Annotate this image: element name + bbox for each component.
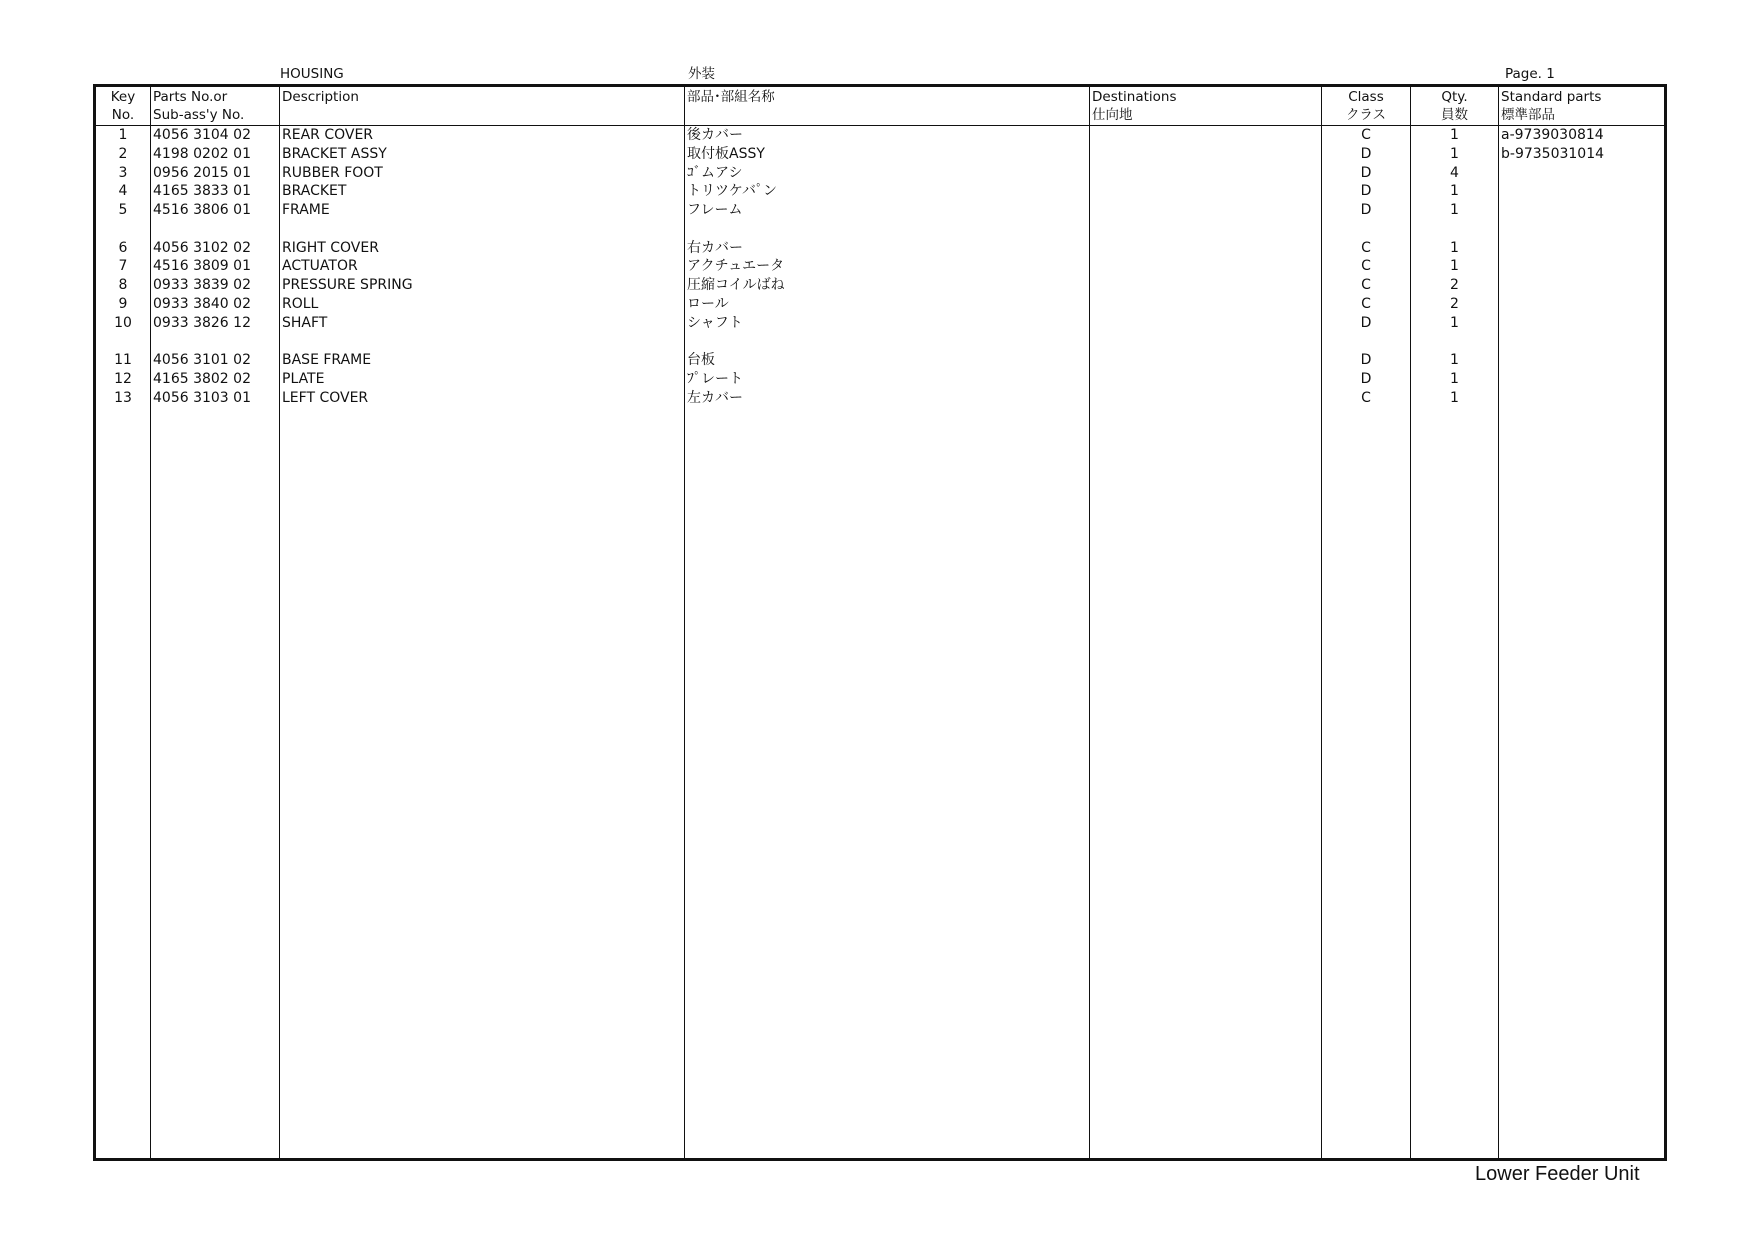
cell-class: D (1360, 183, 1372, 200)
table-row (96, 239, 1664, 258)
cell-class: C (1361, 389, 1371, 406)
cell-standard-part: b-9735031014 (1501, 145, 1605, 162)
table-row (96, 389, 1664, 408)
cell-qty: 1 (1450, 202, 1459, 218)
cell-part-no: 0933 3826 12 (153, 314, 251, 331)
header-destinations-en: Destinations (1092, 89, 1177, 105)
header-description (282, 88, 359, 106)
table-row (96, 257, 1664, 276)
cell-key: 2 (118, 145, 128, 162)
cell-description-jp: ﾌﾟレート (687, 370, 743, 387)
header-class-en: Class (1348, 89, 1384, 105)
cell-class: C (1361, 239, 1371, 256)
header-key-line1: Key (110, 89, 136, 105)
header-description-jp-label: 部品･部組名称 (687, 89, 775, 105)
cell-qty: 1 (1450, 127, 1459, 143)
cell-part-no: 0933 3839 02 (153, 277, 251, 293)
cell-description: ROLL (282, 295, 319, 312)
cell-description: SHAFT (282, 314, 328, 331)
cell-description-jp: トリツケバﾟン (687, 183, 778, 200)
cell-qty: 1 (1450, 258, 1459, 275)
cell-part-no: 4516 3806 01 (153, 202, 251, 218)
section-title-en: HOUSING (280, 66, 344, 82)
cell-key: 5 (118, 202, 128, 218)
cell-qty: 2 (1450, 295, 1459, 312)
cell-description: PRESSURE SPRING (282, 277, 413, 293)
cell-description: BASE FRAME (282, 352, 372, 368)
cell-part-no: 0956 2015 01 (153, 164, 251, 181)
cell-qty: 1 (1450, 183, 1459, 200)
cell-qty: 1 (1450, 239, 1459, 256)
header-qty-en: Qty. (1441, 89, 1468, 105)
cell-qty: 1 (1450, 389, 1459, 406)
cell-key: 6 (118, 239, 128, 256)
cell-class: C (1361, 258, 1371, 275)
header-destinations-jp: 仕向地 (1092, 107, 1133, 123)
cell-key: 7 (118, 258, 128, 275)
header-standard-parts (1501, 88, 1601, 124)
header-qty-jp: 員数 (1441, 107, 1468, 123)
table-row (96, 126, 1664, 145)
cell-description-jp: 後カバー (687, 127, 743, 143)
cell-description-jp: 圧縮コイルばね (687, 277, 785, 293)
cell-description-jp: シャフト (687, 314, 743, 331)
header-key-line2: No. (111, 107, 135, 123)
cell-description: BRACKET (282, 183, 347, 200)
cell-qty: 1 (1450, 352, 1459, 368)
header-class (1322, 88, 1410, 124)
cell-key: 3 (118, 164, 128, 181)
cell-key: 10 (114, 314, 132, 331)
unit-title: Lower Feeder Unit (1475, 1163, 1640, 1185)
header-parts-line1: Parts No.or (153, 89, 228, 105)
table-row (96, 182, 1664, 201)
header-description-en: Description (282, 89, 359, 105)
cell-qty: 1 (1450, 145, 1459, 162)
header-key (96, 88, 150, 124)
cell-part-no: 4165 3833 01 (153, 183, 251, 200)
cell-qty: 1 (1450, 370, 1459, 387)
parts-table (93, 84, 1667, 1161)
header-standard-jp: 標準部品 (1501, 107, 1555, 123)
header-qty (1411, 88, 1498, 124)
cell-description: BRACKET ASSY (282, 145, 387, 162)
cell-class: D (1360, 164, 1372, 181)
cell-key: 11 (114, 352, 132, 368)
cell-class: C (1361, 277, 1371, 293)
cell-class: C (1361, 127, 1371, 143)
cell-description-jp: 取付板ASSY (687, 145, 765, 162)
cell-key: 13 (114, 389, 132, 406)
cell-key: 1 (118, 127, 128, 143)
cell-class: D (1360, 145, 1372, 162)
cell-description-jp: アクチュエータ (687, 258, 785, 275)
header-parts-line2: Sub-ass'y No. (153, 107, 245, 123)
cell-class: D (1360, 314, 1372, 331)
cell-description: ACTUATOR (282, 258, 358, 275)
cell-description-jp: 左カバー (687, 389, 743, 406)
cell-qty: 1 (1450, 314, 1459, 331)
table-row (96, 370, 1664, 389)
cell-key: 9 (118, 295, 128, 312)
cell-description-jp: ｺﾞムアシ (687, 164, 743, 181)
cell-description-jp: 台板 (687, 352, 715, 368)
cell-description: FRAME (282, 202, 330, 218)
cell-part-no: 0933 3840 02 (153, 295, 251, 312)
cell-description-jp: フレーム (687, 202, 743, 218)
cell-class: D (1360, 202, 1372, 218)
cell-key: 4 (118, 183, 128, 200)
section-title-jp: 外装 (688, 66, 715, 82)
header-destinations (1092, 88, 1177, 124)
page-number: Page. 1 (1505, 66, 1555, 82)
cell-part-no: 4056 3102 02 (153, 239, 251, 256)
cell-description: LEFT COVER (282, 389, 369, 406)
cell-qty: 2 (1450, 277, 1459, 293)
table-row (96, 201, 1664, 220)
table-row (96, 314, 1664, 333)
header-parts-no (153, 88, 244, 124)
cell-key: 12 (114, 370, 132, 387)
cell-class: D (1360, 352, 1372, 368)
cell-part-no: 4056 3103 01 (153, 389, 251, 406)
table-row (96, 145, 1664, 164)
header-class-jp: クラス (1345, 107, 1387, 123)
cell-description-jp: ロール (687, 295, 729, 312)
cell-description: PLATE (282, 370, 325, 387)
header-description-jp (687, 88, 775, 106)
cell-description-jp: 右カバー (687, 239, 743, 256)
cell-description: REAR COVER (282, 127, 374, 143)
header-standard-en: Standard parts (1501, 89, 1602, 105)
cell-description: RIGHT COVER (282, 239, 379, 256)
cell-class: C (1361, 295, 1371, 312)
cell-part-no: 4165 3802 02 (153, 370, 251, 387)
cell-part-no: 4198 0202 01 (153, 145, 251, 162)
cell-standard-part: a-9739030814 (1501, 127, 1604, 143)
table-row (96, 164, 1664, 183)
cell-qty: 4 (1450, 164, 1459, 181)
table-row (96, 295, 1664, 314)
table-row (96, 351, 1664, 370)
cell-part-no: 4516 3809 01 (153, 258, 251, 275)
cell-key: 8 (118, 277, 128, 293)
table-row (96, 276, 1664, 295)
cell-class: D (1360, 370, 1372, 387)
cell-description: RUBBER FOOT (282, 164, 383, 181)
cell-part-no: 4056 3104 02 (153, 127, 251, 143)
cell-part-no: 4056 3101 02 (153, 352, 251, 368)
